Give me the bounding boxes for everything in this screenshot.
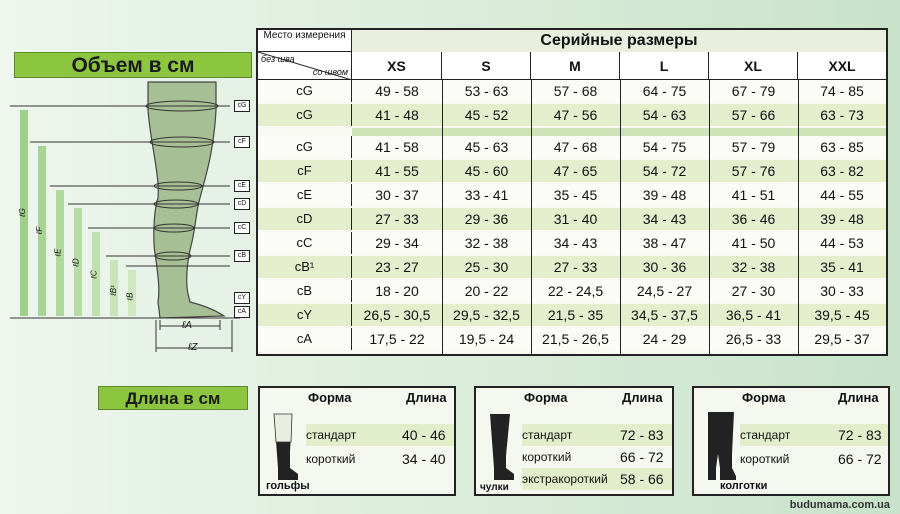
row-label: cY: [258, 304, 352, 326]
row-label: cG: [258, 80, 352, 102]
length-value: 72 - 83: [620, 427, 664, 443]
size-cell: 34 - 43: [553, 235, 598, 251]
size-cell: 36 - 46: [731, 211, 776, 227]
form-header: Форма: [524, 390, 568, 405]
size-cell: 34 - 43: [642, 211, 687, 227]
tag-cg: cG: [234, 100, 250, 112]
size-cell: 24,5 - 27: [636, 283, 693, 299]
table-row: [258, 328, 886, 350]
size-header-m: M: [531, 52, 620, 80]
length-value: 40 - 46: [402, 427, 446, 443]
volume-title: Объем в см: [14, 52, 252, 78]
size-header-xl: XL: [709, 52, 798, 80]
length-value: 66 - 72: [620, 449, 664, 465]
table-row: [258, 160, 886, 182]
size-cell: 41 - 55: [375, 163, 419, 179]
knee-sock-icon: [270, 412, 300, 482]
size-cell: 29 - 36: [464, 211, 509, 227]
tights-icon: [704, 410, 738, 482]
size-cell: 64 - 75: [642, 83, 687, 99]
form-label: короткий: [522, 450, 572, 464]
stockings-icon: [486, 412, 516, 482]
size-cell: 49 - 58: [375, 83, 419, 99]
box-caption: колготки: [720, 480, 768, 492]
dim-lf: ℓF: [35, 226, 45, 235]
size-cell: 44 - 53: [820, 235, 864, 251]
size-cell: 63 - 73: [820, 107, 864, 123]
length-row: [306, 424, 454, 446]
size-cell: 36,5 - 41: [725, 307, 782, 323]
length-value: 34 - 40: [402, 451, 446, 467]
size-cell: 27 - 33: [553, 259, 598, 275]
dim-lb: ℓB: [125, 292, 135, 301]
size-cell: 27 - 33: [375, 211, 419, 227]
size-cell: 20 - 22: [464, 283, 509, 299]
row-label: cB¹: [258, 256, 352, 278]
length-title: Длина в см: [98, 386, 248, 410]
size-cell: 30 - 33: [820, 283, 864, 299]
row-label: cG: [258, 104, 352, 126]
size-cell: 54 - 72: [642, 163, 687, 179]
dim-lg: ℓG: [17, 208, 27, 217]
tag-cb: cB: [234, 250, 250, 262]
size-header-s: S: [442, 52, 531, 80]
size-cell: 32 - 38: [464, 235, 509, 251]
size-cell: 67 - 79: [731, 83, 776, 99]
size-cell: 34,5 - 37,5: [631, 307, 698, 323]
tag-cd: cD: [234, 198, 250, 210]
dim-la: ℓA: [182, 320, 192, 331]
length-row: [740, 448, 888, 470]
size-cell: 21,5 - 35: [547, 307, 604, 323]
size-cell: 45 - 60: [464, 163, 509, 179]
size-cell: 57 - 68: [553, 83, 598, 99]
dim-lz: ℓZ: [188, 342, 198, 353]
leg-drawing: [10, 80, 255, 355]
size-cell: 18 - 20: [375, 283, 419, 299]
size-cell: 21,5 - 26,5: [542, 331, 609, 347]
form-header: Форма: [742, 390, 786, 405]
box-caption: чулки: [480, 482, 509, 493]
size-cell: 33 - 41: [464, 187, 509, 203]
tag-ca: cA: [234, 306, 250, 318]
size-cell: 39,5 - 45: [814, 307, 870, 323]
size-cell: 31 - 40: [553, 211, 598, 227]
length-header: Длина: [622, 390, 663, 405]
row-label: cG: [258, 136, 352, 158]
tag-cc: cC: [234, 222, 250, 234]
size-cell: 39 - 48: [820, 211, 864, 227]
size-cell: 63 - 85: [820, 139, 864, 155]
table-row: [258, 304, 886, 326]
dim-lb1: ℓB¹: [108, 285, 118, 296]
row-label: cF: [258, 160, 352, 182]
size-cell: 19,5 - 24: [458, 331, 515, 347]
dim-lc: ℓC: [89, 270, 99, 279]
size-cell: 24 - 29: [642, 331, 687, 347]
size-cell: 45 - 63: [464, 139, 509, 155]
leg-diagram: [10, 80, 255, 355]
length-header: Длина: [406, 390, 447, 405]
size-cell: 30 - 36: [642, 259, 687, 275]
size-cell: 63 - 82: [820, 163, 864, 179]
tag-cf: cF: [234, 136, 250, 148]
size-cell: 30 - 37: [375, 187, 419, 203]
row-label: cC: [258, 232, 352, 254]
box-caption: гольфы: [266, 480, 310, 492]
length-box-stockings: [474, 386, 674, 496]
length-value: 58 - 66: [620, 471, 664, 487]
size-cell: 54 - 63: [642, 107, 687, 123]
size-cell: 41 - 51: [731, 187, 776, 203]
form-label: стандарт: [306, 428, 357, 442]
size-cell: 29,5 - 37: [814, 331, 870, 347]
size-cell: 54 - 75: [642, 139, 687, 155]
size-cell: 26,5 - 30,5: [363, 307, 431, 323]
length-box-knee: [258, 386, 456, 496]
size-cell: 25 - 30: [464, 259, 509, 275]
dim-ld: ℓD: [71, 258, 81, 267]
size-cell: 35 - 41: [820, 259, 864, 275]
row-label: cD: [258, 208, 352, 230]
length-box-tights: [692, 386, 890, 496]
table-row: [258, 184, 886, 206]
row-label: cE: [258, 184, 352, 206]
dim-le: ℓE: [53, 248, 63, 257]
length-value: 66 - 72: [838, 451, 882, 467]
form-label: стандарт: [740, 428, 791, 442]
size-cell: 57 - 76: [731, 163, 776, 179]
row-gap: [352, 128, 886, 136]
seam-with-label: со швом: [312, 67, 348, 77]
length-row: [522, 424, 672, 446]
tag-cy: cY: [234, 292, 250, 304]
size-cell: 29 - 34: [375, 235, 419, 251]
size-header-l: L: [620, 52, 709, 80]
tag-ce: cE: [234, 180, 250, 192]
length-row: [522, 468, 672, 490]
row-label: cA: [258, 328, 352, 350]
size-cell: 44 - 55: [820, 187, 864, 203]
size-header-xxl: XXL: [798, 52, 886, 80]
length-row: [740, 424, 888, 446]
size-cell: 41 - 48: [375, 107, 419, 123]
size-cell: 47 - 68: [553, 139, 598, 155]
row-label: cB: [258, 280, 352, 302]
length-row: [306, 448, 454, 470]
serial-sizes-header: Серийные размеры: [352, 30, 886, 53]
size-cell: 26,5 - 33: [725, 331, 782, 347]
form-label: стандарт: [522, 428, 573, 442]
seam-header: [258, 52, 352, 80]
length-row: [522, 446, 672, 468]
size-cell: 22 - 24,5: [547, 283, 604, 299]
length-value: 72 - 83: [838, 427, 882, 443]
size-cell: 23 - 27: [375, 259, 419, 275]
table-row: [258, 80, 886, 102]
size-cell: 41 - 58: [375, 139, 419, 155]
form-header: Форма: [308, 390, 352, 405]
size-cell: 57 - 79: [731, 139, 776, 155]
seam-without-label: без шва: [261, 54, 295, 64]
table-row: [258, 136, 886, 158]
size-cell: 41 - 50: [731, 235, 776, 251]
form-label: короткий: [740, 452, 790, 466]
size-cell: 47 - 65: [553, 163, 598, 179]
size-cell: 53 - 63: [464, 83, 509, 99]
place-header: Место измерения: [258, 30, 352, 52]
size-cell: 35 - 45: [553, 187, 598, 203]
table-row: [258, 256, 886, 278]
table-row: [258, 104, 886, 126]
form-label: короткий: [306, 452, 356, 466]
size-table: [256, 28, 888, 356]
watermark: budumama.com.ua: [789, 499, 890, 511]
size-cell: 57 - 66: [731, 107, 776, 123]
size-cell: 17,5 - 22: [369, 331, 425, 347]
form-label: экстракороткий: [522, 472, 608, 486]
size-cell: 38 - 47: [642, 235, 687, 251]
length-header: Длина: [838, 390, 879, 405]
table-row: [258, 280, 886, 302]
table-row: [258, 232, 886, 254]
table-row: [258, 208, 886, 230]
size-cell: 47 - 56: [553, 107, 598, 123]
size-cell: 45 - 52: [464, 107, 509, 123]
size-cell: 32 - 38: [731, 259, 776, 275]
size-header-xs: XS: [352, 52, 442, 80]
size-cell: 27 - 30: [731, 283, 776, 299]
size-cell: 29,5 - 32,5: [453, 307, 520, 323]
size-cell: 74 - 85: [820, 83, 864, 99]
size-cell: 39 - 48: [642, 187, 687, 203]
